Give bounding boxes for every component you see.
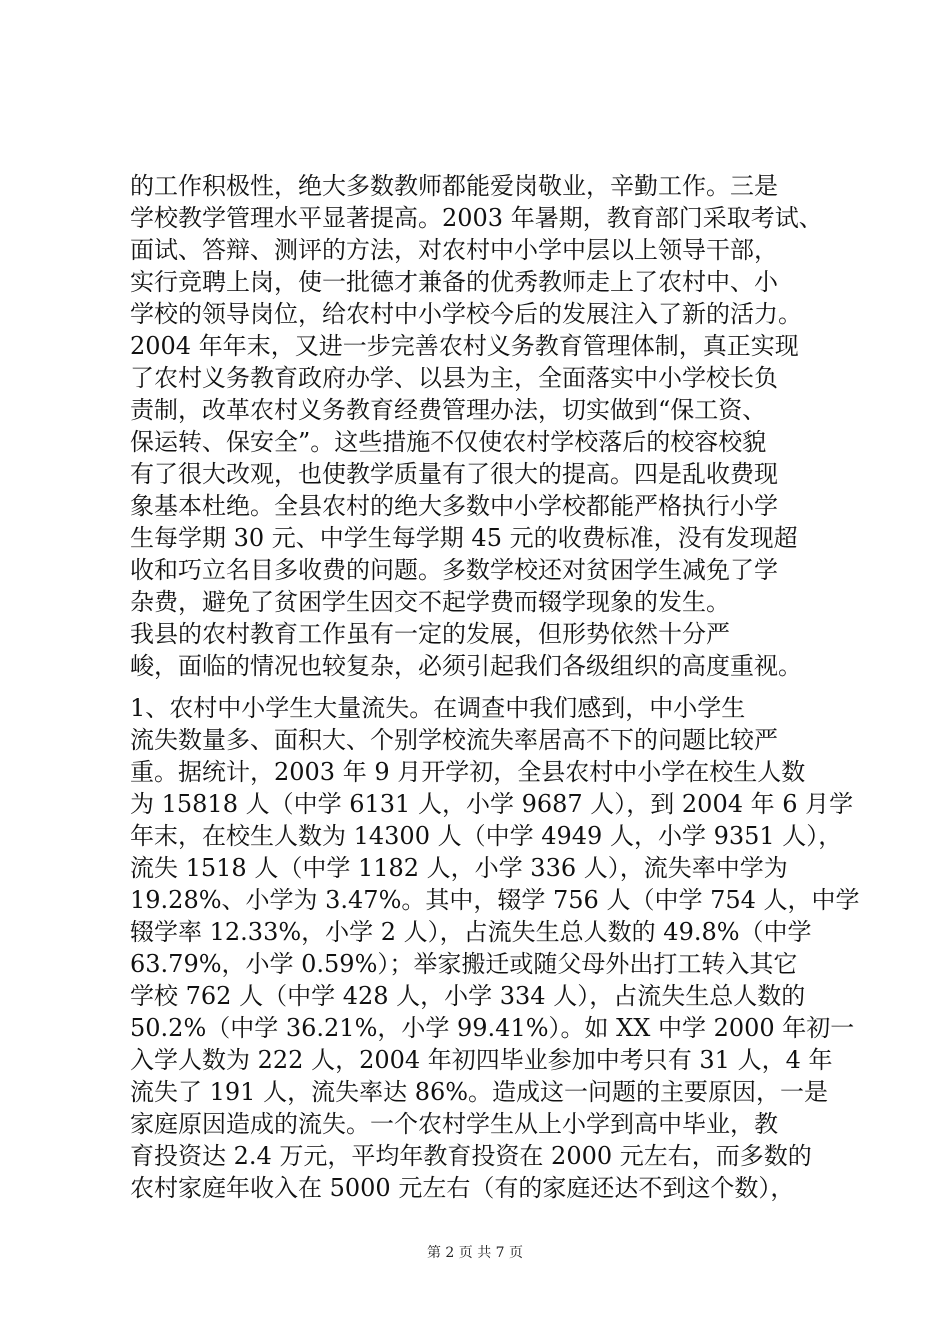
text-line: 学校 762 人（中学 428 人，小学 334 人），占流失生总人数的 xyxy=(130,982,806,1010)
text-line: 生每学期 30 元、中学生每学期 45 元的收费标准，没有发现超 xyxy=(130,524,798,552)
text-line: 流失了 191 人，流失率达 86%。造成这一问题的主要原因，一是 xyxy=(130,1078,829,1106)
text-line: 1、农村中小学生大量流失。在调查中我们感到，中小学生 xyxy=(130,694,746,722)
text-line: 育投资达 2.4 万元，平均年教育投资在 2000 元左右，而多数的 xyxy=(130,1142,812,1170)
text-line: 农村家庭年收入在 5000 元左右（有的家庭还达不到这个数）， xyxy=(130,1174,795,1202)
text-line: 重。据统计，2003 年 9 月开学初，全县农村中小学在校生人数 xyxy=(130,758,806,786)
text-line: 家庭原因造成的流失。一个农村学生从上小学到高中毕业，教 xyxy=(130,1110,778,1138)
text-line: 收和巧立名目多收费的问题。多数学校还对贫困学生减免了学 xyxy=(130,556,778,584)
text-line: 流失数量多、面积大、个别学校流失率居高不下的问题比较严 xyxy=(130,726,778,754)
text-line: 面试、答辩、测评的方法，对农村中小学中层以上领导干部， xyxy=(130,236,778,264)
text-line: 2004 年年末，又进一步完善农村义务教育管理体制，真正实现 xyxy=(130,332,799,360)
text-line: 责制，改革农村义务教育经费管理办法，切实做到“保工资、 xyxy=(130,396,767,424)
text-line: 我县的农村教育工作虽有一定的发展，但形势依然十分严 xyxy=(130,620,730,648)
text-line: 象基本杜绝。全县农村的绝大多数中小学校都能严格执行小学 xyxy=(130,492,778,520)
text-line: 的工作积极性，绝大多数教师都能爱岗敬业，辛勤工作。三是 xyxy=(130,172,778,200)
text-line: 保运转、保安全”。这些措施不仅使农村学校落后的校容校貌 xyxy=(130,428,767,456)
text-line: 19.28%、小学为 3.47%。其中，辍学 756 人（中学 754 人，中学 xyxy=(130,886,860,914)
text-line: 为 15818 人（中学 6131 人，小学 9687 人），到 2004 年 6 月学 xyxy=(130,790,854,818)
page-footer xyxy=(0,1242,950,1262)
text-line: 辍学率 12.33%，小学 2 人），占流失生总人数的 49.8%（中学 xyxy=(130,918,812,946)
text-line: 流失 1518 人（中学 1182 人，小学 336 人），流失率中学为 xyxy=(130,854,788,882)
text-line: 有了很大改观，也使教学质量有了很大的提高。四是乱收费现 xyxy=(130,460,778,488)
text-line: 学校的领导岗位，给农村中小学校今后的发展注入了新的活力。 xyxy=(130,300,802,328)
text-line: 50.2%（中学 36.21%，小学 99.41%）。如 XX 中学 2000 年初一 xyxy=(130,1014,855,1042)
text-line: 63.79%，小学 0.59%）；举家搬迁或随父母外出打工转入其它 xyxy=(130,950,798,978)
text-line: 年末，在校生人数为 14300 人（中学 4949 人，小学 9351 人）， xyxy=(130,822,843,850)
page-number: 第 2 页 共 7 页 xyxy=(426,1245,524,1261)
text-line: 入学人数为 222 人，2004 年初四毕业参加中考只有 31 人，4 年 xyxy=(130,1046,833,1074)
text-line: 峻，面临的情况也较复杂，必须引起我们各级组织的高度重视。 xyxy=(130,652,802,680)
text-line: 了农村义务教育政府办学、以县为主，全面落实中小学校长负 xyxy=(130,364,778,392)
text-line: 学校教学管理水平显著提高。2003 年暑期，教育部门采取考试、 xyxy=(130,204,823,232)
text-line: 实行竞聘上岗，使一批德才兼备的优秀教师走上了农村中、小 xyxy=(130,268,778,296)
text-line: 杂费，避免了贫困学生因交不起学费而辍学现象的发生。 xyxy=(130,588,730,616)
